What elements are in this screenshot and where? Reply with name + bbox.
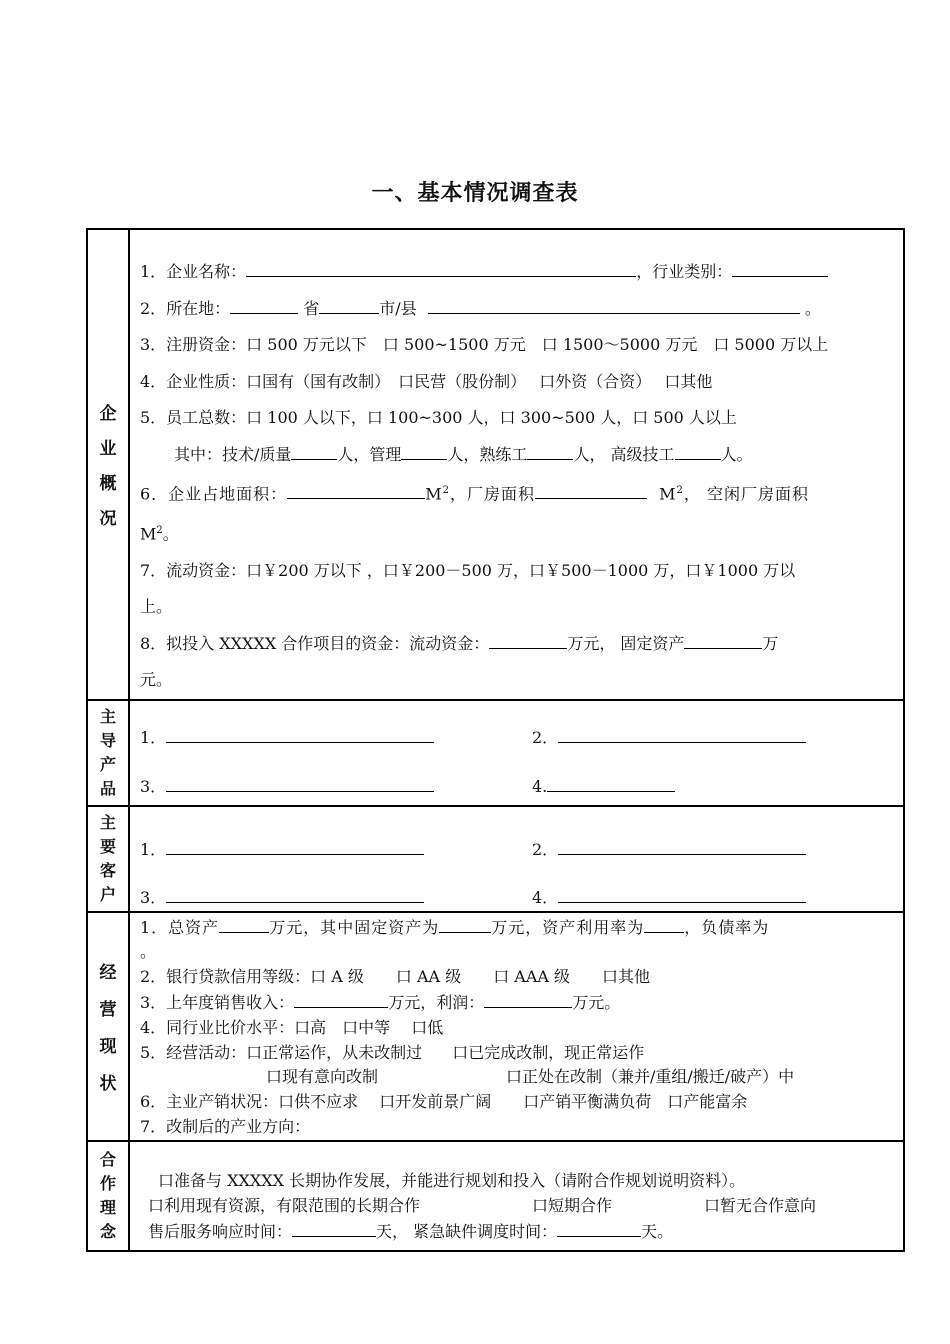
sales-label: 3．上年度销售收入： [140,993,295,1013]
unit-m: M [659,484,677,504]
fixed-assets-label: 万元，其中固定资产为 [269,917,440,937]
investment-cont: 元。 [140,670,173,690]
utilization-field[interactable] [644,915,684,933]
customer-1-field[interactable] [166,837,424,855]
invest-working-field[interactable] [489,631,567,649]
dispatch-time-label: 天， 紧急缺件调度时间： [376,1221,558,1241]
industry-field[interactable] [732,259,828,277]
cooperation-content [129,1141,904,1251]
label-char: 要 [99,836,116,856]
province-field[interactable] [230,296,298,314]
assets-line-cont: 。 [140,942,157,962]
tech-field[interactable] [291,442,337,460]
product-1-field[interactable] [166,725,434,743]
long-term-option[interactable]: 口准备与 XXXXX 长期协作发展，并能进行规划和投入（请附合作规划说明资料）。 [158,1170,746,1190]
business-activity-line[interactable] [140,1041,897,1066]
product-3-field[interactable] [166,774,434,792]
section-operations [87,912,904,1141]
investment-line [140,626,897,663]
label-char: 状 [99,1074,117,1095]
section-label-operations [87,912,129,1141]
response-time-field[interactable] [292,1219,376,1237]
industry-direction-line: 7．改制后的产业方向： [140,1117,311,1137]
skilled-label: 人，熟练工 [447,444,528,464]
product-num: 2． [532,727,559,747]
assets-line [140,915,897,941]
section-label-customers [87,806,129,912]
customer-2 [532,837,806,860]
unit-sup: 2 [442,485,450,496]
unit-sup: 2 [156,524,163,536]
section-label-products [87,700,129,806]
overview-content [129,229,904,700]
products-content [129,700,904,806]
land-area-label: 6．企业占地面积： [140,484,288,504]
fixed-assets-field[interactable] [439,915,491,933]
address-field[interactable] [428,296,800,314]
product-num: 1． [140,727,167,747]
customer-3 [140,885,424,908]
unit-m: M [140,524,157,544]
company-name-label: 1．企业名称： [140,262,247,281]
label-char: 概 [99,474,117,495]
utilization-label: 万元，资产利用率为 [491,917,645,937]
senior-field[interactable] [675,442,721,460]
invest-fixed-field[interactable] [684,631,762,649]
customer-num: 1． [140,839,167,859]
unit-wan: 万元。 [572,993,621,1013]
product-3 [140,774,434,797]
fixed-assets-label: 万元， 固定资产 [567,633,685,653]
area-line [140,473,897,513]
industry-label: ，行业类别： [636,262,733,281]
area-line-cont [140,513,897,553]
no-intent-option[interactable]: 口暂无合作意向 [704,1196,817,1216]
customer-3-field[interactable] [166,885,424,903]
service-time-line [148,1219,897,1245]
customer-num: 3． [140,887,167,907]
label-char: 经 [99,963,117,984]
plant-area-label: ，厂房面积 [449,484,535,504]
label-char: 作 [99,1173,116,1193]
label-char: 客 [99,860,116,880]
debt-ratio-label: ，负债率为 [684,917,770,937]
price-level-line[interactable]: 4．同行业比价水平：口高 口中等 口低 [140,1017,444,1037]
business-activity-line-2[interactable] [140,1065,897,1090]
customer-4 [532,885,806,908]
dispatch-time-field[interactable] [557,1219,641,1237]
label-char: 合 [99,1149,116,1169]
label-char: 营 [99,1000,117,1021]
section-customers [87,806,904,912]
label-char: 品 [99,778,116,798]
label-char: 念 [99,1221,116,1241]
land-area-field[interactable] [287,481,425,499]
mgmt-label: 人，管理 [337,444,402,464]
mgmt-field[interactable] [401,442,447,460]
product-1 [140,725,434,748]
working-capital-line[interactable]: 7．流动资金：口￥200 万以下 ，口￥200－500 万，口￥500－1000 万，口￥1000 万以 [140,560,796,580]
page-title: 一、基本情况调查表 [371,181,579,206]
province-label: 省 [303,298,320,318]
label-char: 户 [99,884,116,904]
label-char: 产 [99,754,116,774]
persons-label: 人。 [720,444,753,464]
activity-reforming[interactable]: 口正处在改制（兼并/重组/搬迁/破产）中 [506,1067,795,1087]
customers-content [129,806,904,912]
sales-status-line[interactable]: 6．主业产销状况：口供不应求 口开发前景广阔 口产销平衡满负荷 口产能富余 [140,1092,748,1112]
tech-label: 其中：技术/质量 [174,444,292,464]
short-term-option[interactable]: 口短期合作 [532,1196,613,1216]
product-4-field[interactable] [547,774,675,792]
product-2 [532,725,806,748]
product-num: 4. [532,776,548,796]
customer-1 [140,837,424,860]
unit-sup: 2 [676,485,684,496]
customer-num: 4． [532,887,559,907]
limited-coop-option[interactable]: 口利用现有资源，有限范围的长期合作 [148,1196,421,1216]
staff-breakdown-line [140,437,897,474]
city-field[interactable] [319,296,379,314]
label-char: 理 [99,1197,116,1217]
period: 。 [162,524,179,544]
plant-area-field[interactable] [535,481,647,499]
company-name-line [140,254,897,291]
skilled-field[interactable] [527,442,573,460]
activity-normal[interactable]: 5．经营活动：口正常运作，从未改制过 [140,1042,423,1062]
customer-num: 2． [532,839,559,859]
activity-intent[interactable]: 口现有意向改制 [266,1067,379,1087]
product-num: 3． [140,776,167,796]
unit-day: 天。 [641,1221,674,1241]
location-label: 2．所在地： [140,298,231,318]
profit-label: 万元，利润： [388,993,485,1013]
label-char: 现 [99,1037,117,1058]
total-assets-field[interactable] [219,915,269,933]
operations-content [129,912,904,1141]
label-char: 主 [99,812,116,832]
invest-label: 8．拟投入 XXXXX 合作项目的资金：流动资金： [140,633,490,653]
product-2-field[interactable] [558,725,806,743]
staff-count-line[interactable]: 5．员工总数：口 100 人以下，口 100~300 人，口 300~500 人，口 500 人以上 [140,408,737,427]
activity-reformed[interactable]: 口已完成改制，现正常运作 [452,1042,645,1062]
label-char: 导 [99,730,116,750]
customer-2-field[interactable] [558,837,806,855]
label-char: 业 [99,439,117,460]
period: 。 [804,298,821,318]
senior-label: 人， 高级技工 [573,444,675,464]
section-overview [87,229,904,700]
total-assets-label: 1．总资产 [140,917,220,937]
unit-m: M [425,484,443,504]
credit-rating-line[interactable]: 2．银行贷款信用等级：口 A 级 口 AA 级 口 AAA 级 口其他 [140,967,651,987]
profit-field[interactable] [484,990,572,1008]
section-label-cooperation [87,1141,129,1251]
unit-wan: 万 [762,633,779,653]
label-char: 况 [99,509,117,530]
response-time-label: 售后服务响应时间： [148,1221,293,1241]
product-4 [532,774,675,796]
idle-area-label: ， 空闲厂房面积 [683,484,809,504]
sales-line [140,990,897,1016]
location-line [140,291,897,328]
section-cooperation [87,1141,904,1251]
section-label-overview [87,229,129,700]
customer-4-field[interactable] [558,885,806,903]
sales-field[interactable] [294,990,388,1008]
registered-capital-line[interactable]: 3．注册资金：口 500 万元以下 口 500~1500 万元 口 1500～5000 万元 口 5000 万以上 [140,335,829,354]
section-products [87,700,904,806]
city-label: 市/县 [379,298,417,318]
label-char: 主 [99,706,116,726]
working-capital-cont: 上。 [140,597,173,617]
survey-table [86,228,905,1252]
enterprise-type-line[interactable]: 4．企业性质：口国有（国有改制） 口民营（股份制） 口外资（合资） 口其他 [140,371,713,391]
label-char: 企 [99,404,117,425]
cooperation-options-line [148,1193,897,1219]
company-name-field[interactable] [246,259,636,277]
